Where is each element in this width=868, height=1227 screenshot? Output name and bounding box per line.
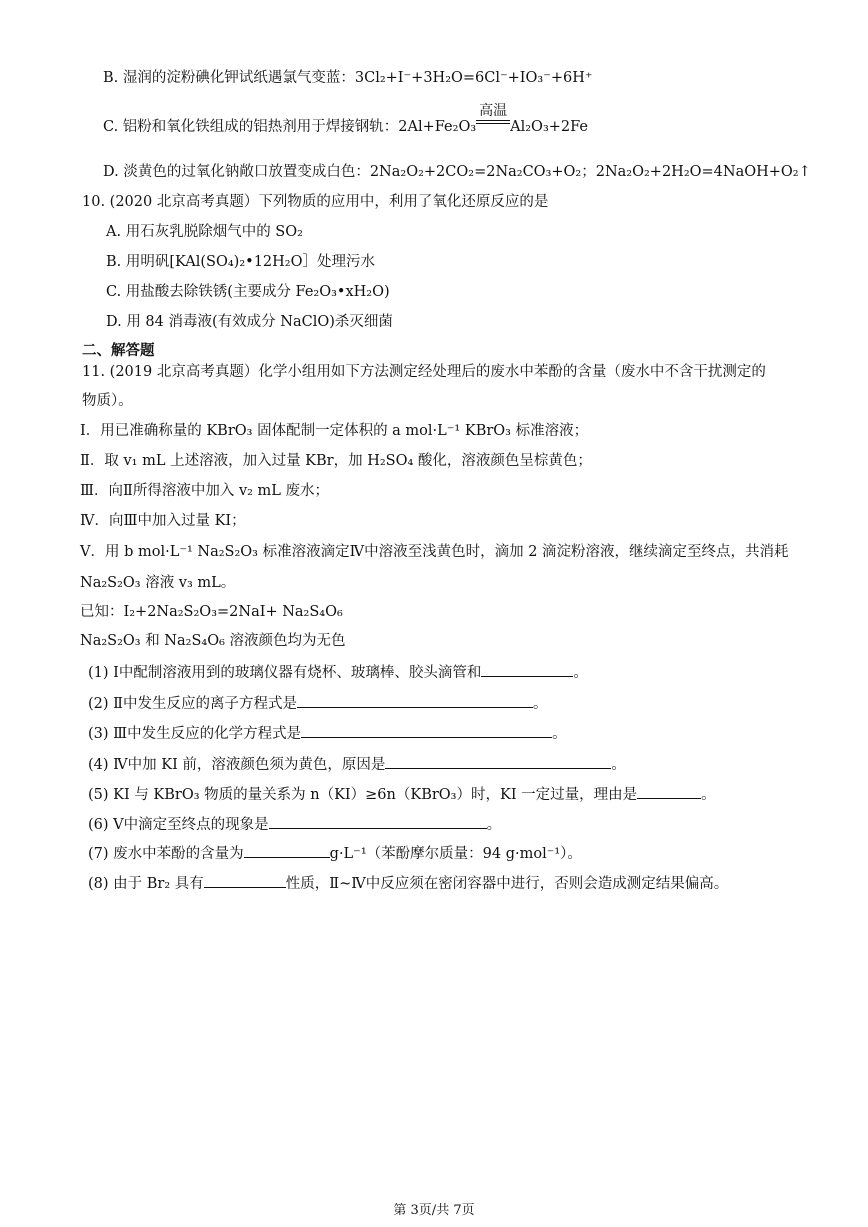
part-8-text: (8) 由于 Br₂ 具有 (88, 876, 204, 892)
part-6-end: 。 (486, 817, 502, 833)
part-4 (88, 754, 626, 775)
part-5-text: (5) KI 与 KBrO₃ 物质的量关系为 n（KI）≥6n（KBrO₃）时，KI 一定过量，理由是 (88, 787, 638, 803)
part-3-end: 。 (552, 726, 567, 742)
part-7 (88, 843, 582, 864)
q10-option-c: C. 用盐酸去除铁锈(主要成分 Fe₂O₃•xH₂O) (106, 284, 390, 300)
answer-blank-2[interactable] (297, 693, 533, 708)
answer-blank-6[interactable] (269, 814, 487, 829)
part-1-text: (1) Ⅰ中配制溶液用到的玻璃仪器有烧杯、玻璃棒、胶头滴管和 (88, 665, 482, 681)
q11-stem-line1: 11. (2019 北京高考真题）化学小组用如下方法测定经处理后的废水中苯酚的含量（废水中不含干扰测定的 (82, 364, 766, 380)
q10-option-d: D. 用 84 消毒液(有效成分 NaClO)杀灭细菌 (106, 314, 393, 330)
part-7-end: g·L⁻¹（苯酚摩尔质量：94 g·mol⁻¹）。 (329, 846, 582, 862)
step-1: Ⅰ．用已准确称量的 KBrO₃ 固体配制一定体积的 a mol·L⁻¹ KBrO₃ 标准溶液； (80, 423, 589, 439)
option-c-left: C. 铝粉和氧化铁组成的铝热剂用于焊接钢轨：2Al+Fe₂O₃ (103, 119, 477, 135)
step-2: Ⅱ．取 v₁ mL 上述溶液，加入过量 KBr，加 H₂SO₄ 酸化，溶液颜色呈棕黄色； (80, 453, 592, 469)
q10-stem: 10. (2020 北京高考真题）下列物质的应用中，利用了氧化还原反应的是 (82, 194, 549, 210)
page-footer: 第 3页/共 7页 (393, 1203, 475, 1218)
part-1 (88, 662, 588, 683)
answer-blank-1[interactable] (481, 662, 573, 677)
part-3-text: (3) Ⅲ中发生反应的化学方程式是 (88, 726, 302, 742)
part-5-end: 。 (701, 787, 716, 803)
answer-blank-3[interactable] (301, 723, 552, 738)
section-heading: 二、解答题 (82, 342, 155, 359)
known-1: 已知：I₂+2Na₂S₂O₃=2NaI+ Na₂S₄O₆ (80, 604, 343, 620)
option-c (103, 103, 588, 137)
part-6 (88, 814, 501, 835)
option-c-right: Al₂O₃+2Fe (510, 119, 588, 135)
part-5 (88, 784, 716, 805)
part-2-end: 。 (533, 696, 548, 712)
option-d: D. 淡黄色的过氧化钠敞口放置变成白色：2Na₂O₂+2CO₂=2Na₂CO₃+O₂；2Na₂O₂+2H₂O=4NaOH+O₂↑ (103, 164, 811, 180)
step-5-line1: Ⅴ．用 b mol·L⁻¹ Na₂S₂O₃ 标准溶液滴定Ⅳ中溶液至浅黄色时，滴加 2 滴淀粉溶液，继续滴定至终点，共消耗 (80, 544, 789, 560)
part-1-end: 。 (573, 665, 588, 681)
reaction-condition (476, 103, 510, 137)
step-3: Ⅲ．向Ⅱ所得溶液中加入 v₂ mL 废水； (80, 483, 330, 499)
answer-blank-7[interactable] (244, 843, 330, 858)
part-4-end: 。 (611, 757, 626, 773)
step-4: Ⅳ．向Ⅲ中加入过量 KI； (80, 513, 246, 529)
part-3 (88, 723, 567, 744)
part-8-end: 性质，Ⅱ~Ⅳ中反应须在密闭容器中进行，否则会造成测定结果偏高。 (285, 876, 729, 892)
known-2: Na₂S₂O₃ 和 Na₂S₄O₆ 溶液颜色均为无色 (80, 633, 346, 649)
step-5-line2: Na₂S₂O₃ 溶液 v₃ mL。 (80, 575, 236, 591)
part-4-text: (4) Ⅳ中加 KI 前，溶液颜色须为黄色，原因是 (88, 757, 386, 773)
answer-blank-5[interactable] (637, 784, 701, 799)
option-b: B. 湿润的淀粉碘化钾试纸遇氯气变蓝：3Cl₂+I⁻+3H₂O=6Cl⁻+IO₃⁻+6H⁺ (103, 70, 593, 86)
q11-stem-line2: 物质）。 (82, 393, 133, 409)
part-6-text: (6) Ⅴ中滴定至终点的现象是 (88, 817, 269, 833)
answer-blank-8[interactable] (204, 873, 286, 888)
part-7-text: (7) 废水中苯酚的含量为 (88, 846, 244, 862)
condition-label: 高温 (479, 103, 508, 119)
q10-option-a: A. 用石灰乳脱除烟气中的 SO₂ (106, 224, 303, 240)
part-8 (88, 873, 728, 894)
q10-option-b: B. 用明矾[KAl(SO₄)₂•12H₂O］处理污水 (106, 254, 375, 270)
part-2-text: (2) Ⅱ中发生反应的离子方程式是 (88, 696, 298, 712)
part-2 (88, 693, 548, 714)
answer-blank-4[interactable] (385, 754, 611, 769)
